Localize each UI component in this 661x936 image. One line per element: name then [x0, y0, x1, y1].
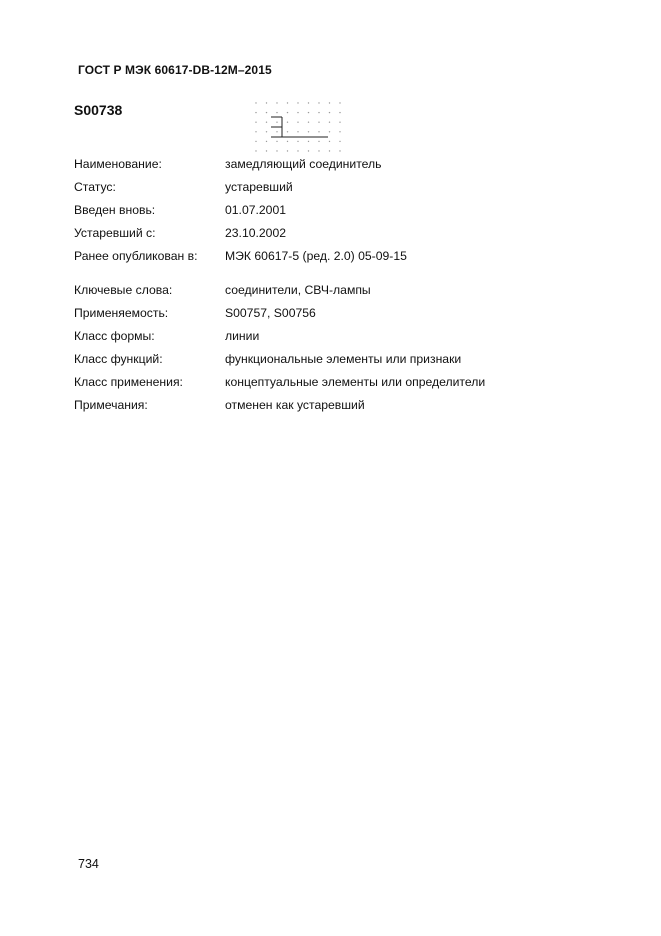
attribute-label: Примечания: — [74, 398, 148, 412]
grid-dot — [287, 122, 288, 123]
grid-dot — [297, 122, 298, 123]
grid-dot — [318, 131, 319, 132]
attribute-value: МЭК 60617-5 (ред. 2.0) 05-09-15 — [225, 249, 407, 263]
attribute-label: Введен вновь: — [74, 203, 156, 217]
grid-dot — [308, 141, 309, 142]
grid-dot — [329, 131, 330, 132]
attribute-value: S00757, S00756 — [225, 306, 316, 320]
grid-dot — [255, 112, 256, 113]
grid-dot — [308, 131, 309, 132]
grid-dot — [297, 112, 298, 113]
grid-dot — [318, 102, 319, 103]
grid-dot — [318, 150, 319, 151]
grid-dot — [255, 122, 256, 123]
grid-dot — [308, 150, 309, 151]
grid-dot — [329, 112, 330, 113]
attribute-value: функциональные элементы или признаки — [225, 352, 462, 366]
attribute-value: отменен как устаревший — [225, 398, 365, 412]
delay-connector-symbol-icon — [252, 100, 344, 154]
grid-dot — [297, 102, 298, 103]
attribute-label: Ключевые слова: — [74, 283, 173, 297]
grid-dot — [339, 102, 340, 103]
grid-dot — [276, 112, 277, 113]
page-number: 734 — [78, 857, 99, 871]
grid-dot — [297, 150, 298, 151]
attribute-value: соединители, СВЧ-лампы — [225, 283, 371, 297]
attribute-label: Класс функций: — [74, 352, 163, 366]
symbol-code: S00738 — [74, 102, 123, 118]
grid-dot — [276, 141, 277, 142]
grid-dot — [308, 102, 309, 103]
grid-dot — [287, 150, 288, 151]
symbol-lines — [271, 117, 328, 137]
attribute-label: Наименование: — [74, 157, 162, 171]
grid-dot — [287, 112, 288, 113]
attribute-label: Ранее опубликован в: — [74, 249, 198, 263]
attribute-label: Класс применения: — [74, 375, 183, 389]
attribute-label: Класс формы: — [74, 329, 155, 343]
grid-dot — [339, 122, 340, 123]
attribute-value: замедляющий соединитель — [225, 157, 382, 171]
grid-dot — [339, 141, 340, 142]
attribute-label: Применяемость: — [74, 306, 169, 320]
grid-dot — [339, 150, 340, 151]
grid-dot — [255, 141, 256, 142]
grid-dot — [329, 102, 330, 103]
grid-dot — [276, 150, 277, 151]
attribute-value: линии — [225, 329, 260, 343]
grid-dot — [308, 122, 309, 123]
document-header: ГОСТ Р МЭК 60617-DB-12M–2015 — [78, 63, 272, 77]
grid-dot — [339, 112, 340, 113]
grid-dot — [266, 102, 267, 103]
attribute-label: Статус: — [74, 180, 116, 194]
grid-dot — [318, 112, 319, 113]
grid-dot — [255, 102, 256, 103]
grid-dot — [329, 141, 330, 142]
grid-dot — [266, 141, 267, 142]
grid-dot — [266, 150, 267, 151]
grid-dot — [276, 122, 277, 123]
grid-dot — [255, 131, 256, 132]
grid-dot — [329, 150, 330, 151]
grid-dot — [339, 131, 340, 132]
attribute-value: 23.10.2002 — [225, 226, 286, 240]
grid-dot — [318, 122, 319, 123]
attribute-value: устаревший — [225, 180, 293, 194]
attribute-label: Устаревший с: — [74, 226, 156, 240]
grid-dot — [329, 122, 330, 123]
attribute-value: концептуальные элементы или определители — [225, 375, 486, 389]
grid-dot — [266, 122, 267, 123]
grid-dot — [287, 102, 288, 103]
grid-dot — [266, 131, 267, 132]
grid-dot — [287, 131, 288, 132]
grid-dot — [276, 131, 277, 132]
grid-dots — [255, 102, 340, 151]
grid-dot — [287, 141, 288, 142]
attribute-value: 01.07.2001 — [225, 203, 286, 217]
grid-dot — [255, 150, 256, 151]
grid-dot — [297, 141, 298, 142]
grid-dot — [297, 131, 298, 132]
grid-dot — [308, 112, 309, 113]
grid-dot — [276, 102, 277, 103]
grid-dot — [318, 141, 319, 142]
grid-dot — [266, 112, 267, 113]
